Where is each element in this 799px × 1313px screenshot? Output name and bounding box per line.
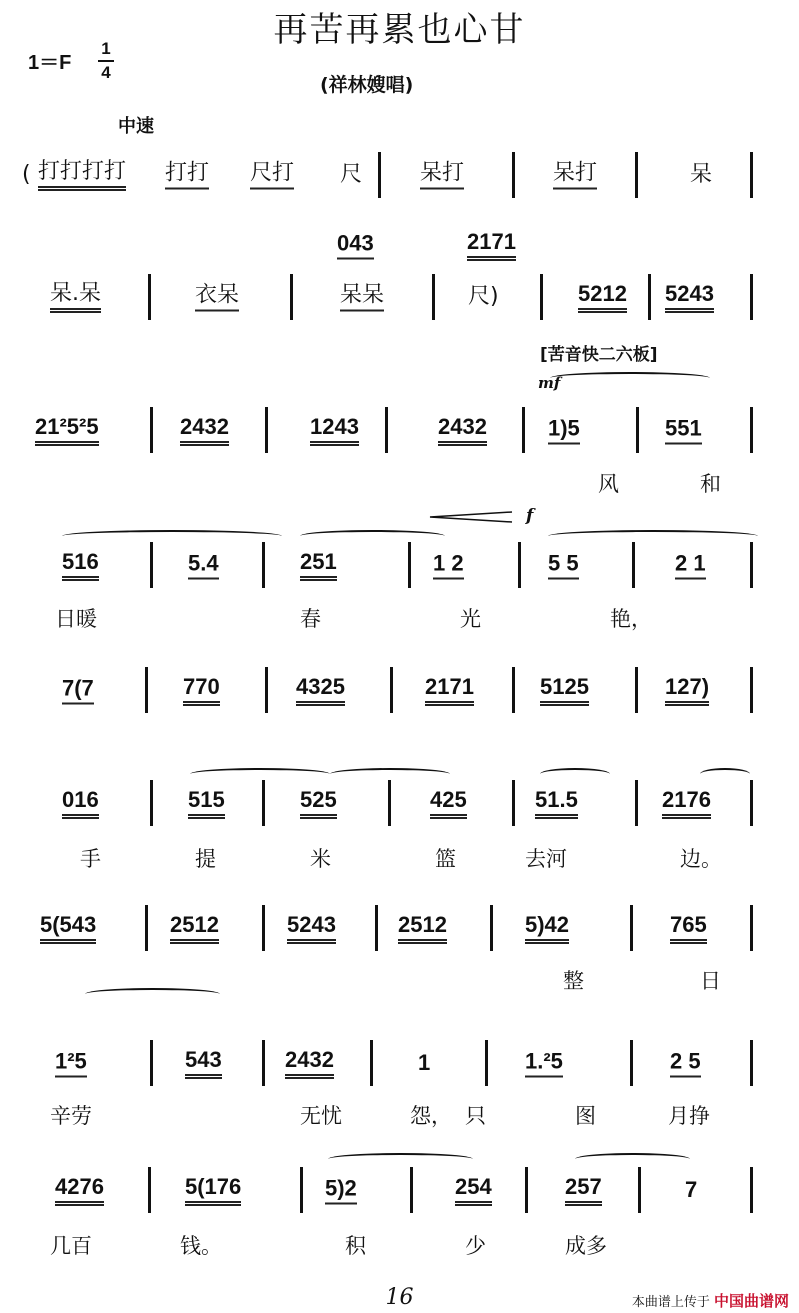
lyric-text: 日: [700, 969, 721, 993]
barline: [262, 905, 265, 951]
slur-mark: [700, 768, 750, 780]
barline: [148, 1167, 151, 1213]
dynamic-mf: mf: [538, 374, 561, 392]
note-group: 251: [300, 549, 337, 581]
note-group: 4276: [55, 1174, 104, 1206]
barline: [150, 542, 153, 588]
note-group: 2512: [170, 912, 219, 944]
barline: [385, 407, 388, 453]
note-group: 543: [185, 1047, 222, 1079]
note-group: 5243: [665, 281, 714, 313]
barline: [635, 152, 638, 198]
section-label: [苦音快二六板]: [540, 345, 658, 365]
barline: [145, 667, 148, 713]
barline: [262, 1040, 265, 1086]
barline: [408, 542, 411, 588]
note-group: 5(176: [185, 1174, 241, 1206]
note-group: 2432: [180, 414, 229, 446]
lyric-text: 几百: [50, 1234, 92, 1258]
tempo-marking: 中速: [118, 116, 154, 137]
note-group: 5212: [578, 281, 627, 313]
barline: [485, 1040, 488, 1086]
slur-mark: [85, 988, 220, 1000]
note-group: 21²5²5: [35, 414, 99, 446]
note-group: 425: [430, 787, 467, 819]
note-group: 2432: [438, 414, 487, 446]
lyric-text: 只: [465, 1104, 486, 1128]
note-group: (: [22, 162, 31, 187]
lyric-text: 边。: [680, 847, 722, 871]
note-group: 呆: [690, 162, 713, 187]
barline: [630, 1040, 633, 1086]
barline: [750, 542, 753, 588]
watermark-site: 中国曲谱网: [713, 1292, 789, 1310]
barline: [145, 905, 148, 951]
score-title: 再苦再累也心甘: [273, 10, 526, 50]
note-group: 呆呆: [340, 283, 384, 312]
note-group: 2176: [662, 787, 711, 819]
note-group: 5243: [287, 912, 336, 944]
note-group: 2171: [425, 674, 474, 706]
barline: [150, 780, 153, 826]
barline: [300, 1167, 303, 1213]
crescendo-hairpin: [428, 510, 514, 524]
lyric-text: 辛劳: [50, 1104, 92, 1128]
barline: [512, 780, 515, 826]
time-denominator: 4: [101, 63, 111, 82]
note-group: 5.4: [188, 551, 219, 580]
lyric-text: 成多: [565, 1234, 607, 1258]
lyric-text: 去河: [525, 847, 567, 871]
barline: [630, 905, 633, 951]
note-group: 5)2: [325, 1176, 357, 1205]
note-group: 打打打打: [38, 159, 126, 191]
note-group: 1.²5: [525, 1049, 563, 1078]
barline: [638, 1167, 641, 1213]
barline: [750, 1167, 753, 1213]
slur-mark: [550, 372, 710, 384]
lyric-text: 积: [345, 1234, 366, 1258]
note-group: 5125: [540, 674, 589, 706]
singer-credit: (祥林嫂唱): [320, 74, 414, 96]
slur-mark: [190, 768, 330, 780]
barline: [432, 274, 435, 320]
note-group: 尺): [468, 284, 499, 309]
barline: [512, 152, 515, 198]
barline: [750, 152, 753, 198]
barline: [750, 407, 753, 453]
note-group: 呆.呆: [50, 281, 101, 313]
barline: [750, 905, 753, 951]
note-group: 516: [62, 549, 99, 581]
barline: [148, 274, 151, 320]
lyric-text: 春: [300, 607, 321, 631]
note-group: 呆打: [420, 161, 464, 190]
lyric-text: 光: [460, 607, 481, 631]
note-group: 551: [665, 416, 702, 445]
barline: [635, 667, 638, 713]
barline: [390, 667, 393, 713]
note-group: 7(7: [62, 676, 94, 705]
lyric-text: 图: [575, 1104, 596, 1128]
barline: [635, 780, 638, 826]
note-group: 7: [685, 1177, 698, 1202]
lyric-text: 提: [195, 847, 216, 871]
lyric-text: 怨，: [410, 1104, 452, 1128]
slur-mark: [328, 1153, 473, 1165]
lyric-text: 和: [700, 472, 721, 496]
note-group: 1 2: [433, 551, 464, 580]
slur-mark: [548, 530, 758, 542]
time-signature: [98, 38, 114, 84]
note-group: 254: [455, 1174, 492, 1206]
note-group: 765: [670, 912, 707, 944]
watermark: [632, 1290, 789, 1311]
barline: [750, 274, 753, 320]
note-group: 衣呆: [195, 283, 239, 312]
barline: [648, 274, 651, 320]
barline: [750, 780, 753, 826]
barline: [632, 542, 635, 588]
note-group: 打打: [165, 161, 209, 190]
lyric-text: 无忧: [300, 1104, 342, 1128]
note-group-above: 043: [337, 231, 374, 260]
note-group: 51.5: [535, 787, 578, 819]
barline: [490, 905, 493, 951]
lyric-text: 艳，: [610, 607, 652, 631]
lyric-text: 整: [563, 969, 584, 993]
note-group: 1)5: [548, 416, 580, 445]
barline: [378, 152, 381, 198]
slur-mark: [330, 768, 450, 780]
note-group: 2 1: [675, 551, 706, 580]
barline: [750, 667, 753, 713]
barline: [750, 1040, 753, 1086]
slur-mark: [62, 530, 282, 542]
note-group: 1²5: [55, 1049, 87, 1078]
barline: [518, 542, 521, 588]
note-group: 515: [188, 787, 225, 819]
barline: [262, 542, 265, 588]
barline: [262, 780, 265, 826]
barline: [636, 407, 639, 453]
lyric-text: 钱。: [180, 1234, 222, 1258]
note-group: 2 5: [670, 1049, 701, 1078]
lyric-text: 篮: [435, 847, 456, 871]
time-numerator: 1: [98, 38, 114, 62]
note-group: 1243: [310, 414, 359, 446]
slur-mark: [575, 1153, 690, 1165]
lyric-text: 少: [465, 1234, 486, 1258]
note-group: 5 5: [548, 551, 579, 580]
note-group: 2512: [398, 912, 447, 944]
note-group: 257: [565, 1174, 602, 1206]
note-group: 5)42: [525, 912, 569, 944]
barline: [540, 274, 543, 320]
barline: [265, 667, 268, 713]
note-group: 呆打: [553, 161, 597, 190]
note-group: 2432: [285, 1047, 334, 1079]
barline: [525, 1167, 528, 1213]
note-group: 4325: [296, 674, 345, 706]
barline: [522, 407, 525, 453]
note-group-above: 2171: [467, 229, 516, 261]
note-group: 1: [418, 1050, 431, 1075]
barline: [290, 274, 293, 320]
barline: [150, 407, 153, 453]
barline: [150, 1040, 153, 1086]
watermark-prefix: 本曲谱上传于: [631, 1295, 710, 1310]
note-group: 770: [183, 674, 220, 706]
barline: [410, 1167, 413, 1213]
note-group: 127): [665, 674, 709, 706]
barline: [265, 407, 268, 453]
slur-mark: [540, 768, 610, 780]
barline: [512, 667, 515, 713]
note-group: 尺打: [250, 161, 294, 190]
lyric-text: 月挣: [668, 1104, 710, 1128]
note-group: 5(543: [40, 912, 96, 944]
barline: [375, 905, 378, 951]
note-group: 016: [62, 787, 99, 819]
barline: [388, 780, 391, 826]
key-signature: 1＝F: [28, 52, 72, 74]
lyric-text: 日暖: [55, 607, 97, 631]
slur-mark: [300, 530, 445, 542]
note-group: 525: [300, 787, 337, 819]
lyric-text: 风: [598, 472, 619, 496]
barline: [370, 1040, 373, 1086]
dynamic-f: f: [526, 506, 534, 526]
note-group: 尺: [340, 162, 363, 187]
lyric-text: 手: [80, 847, 101, 871]
page-number: 16: [385, 1285, 414, 1310]
lyric-text: 米: [310, 847, 331, 871]
